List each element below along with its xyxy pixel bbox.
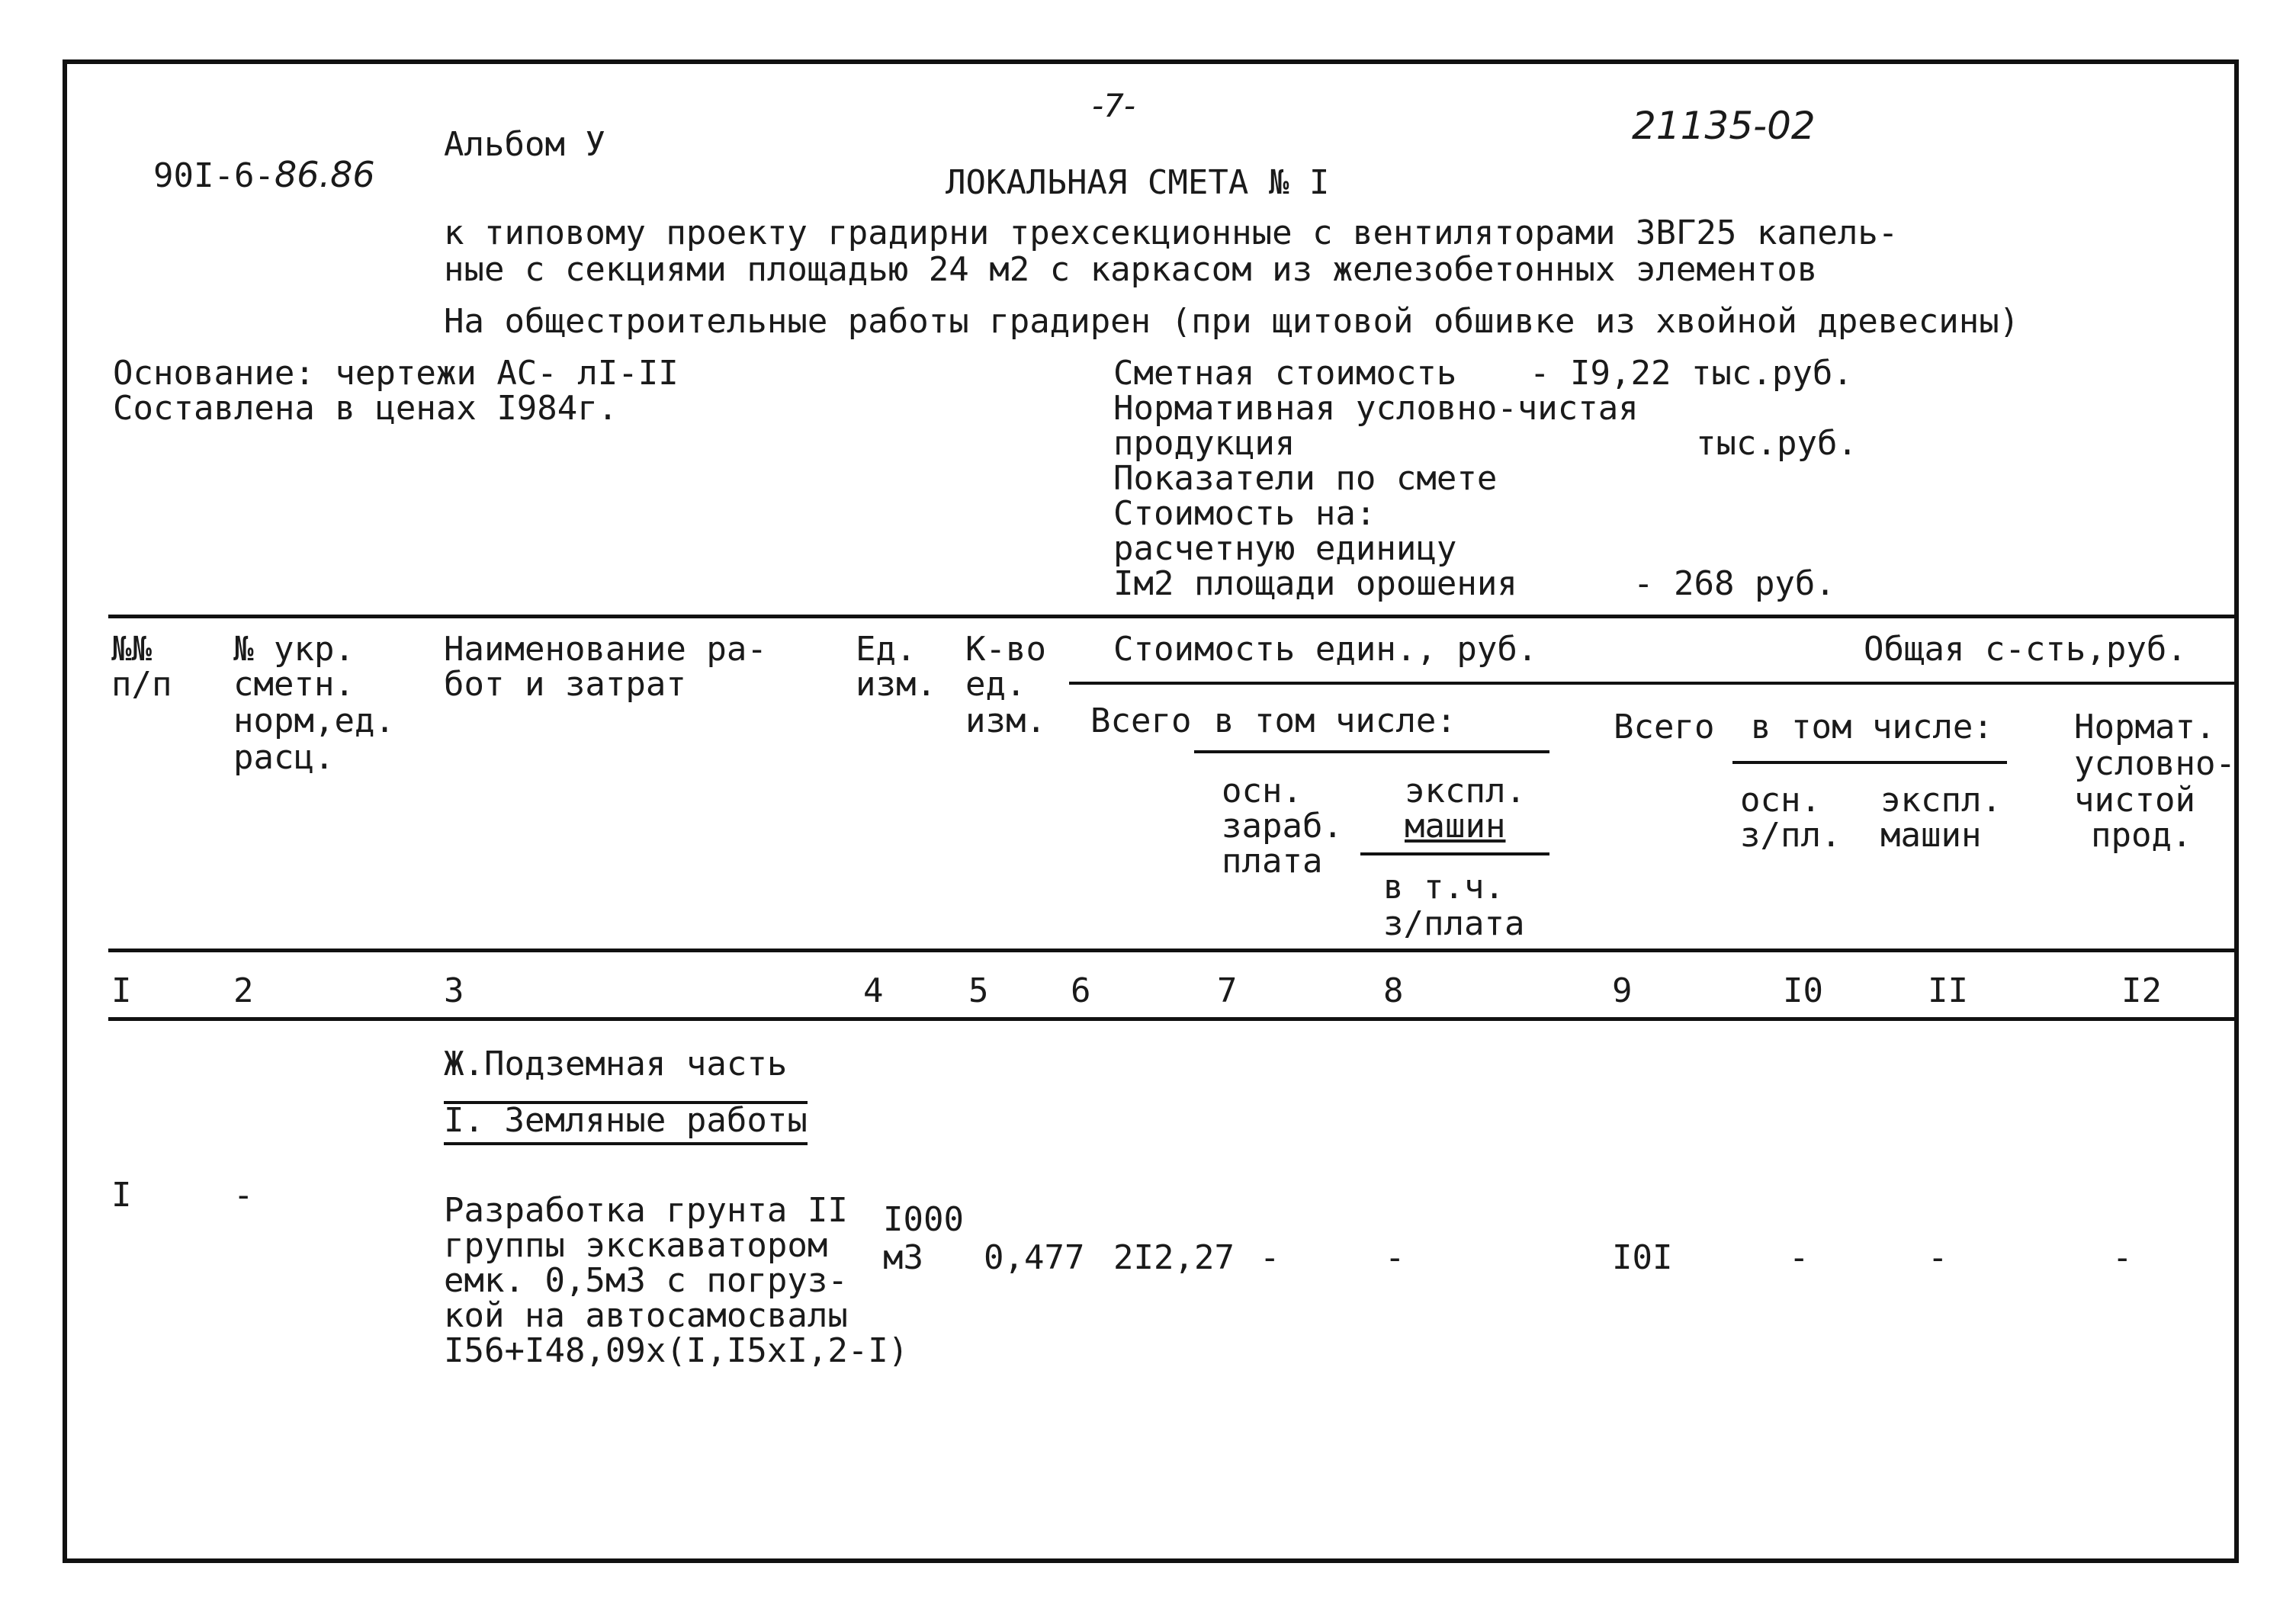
norm-header-c: чистой [2074, 781, 2195, 820]
base-pay-header-a: осн. [1222, 772, 1302, 810]
estimated-cost-value: - I9,22 тыс.руб. [1530, 354, 1853, 393]
norm-header-b: условно- [2074, 744, 2236, 783]
total-all-header: Всего [1614, 708, 1715, 746]
mach-wage-header-a: в т.ч. [1383, 868, 1504, 907]
row-1-norm-1: - [233, 1176, 254, 1215]
row-1-num: I [111, 1176, 132, 1215]
col-number-5: 5 [968, 971, 989, 1010]
col-number-8: 8 [1383, 971, 1404, 1010]
col-2-header-b: сметн. [233, 665, 355, 704]
subtitle-line-1: к типовому проекту градирни трехсекционные с вентиляторами 3ВГ25 капель- [444, 213, 1899, 252]
subtitle-line-2: ные с секциями площадью 24 м2 с каркасом из железобетонных элементов [444, 250, 1818, 289]
col-2-header-c: норм,ед. [233, 701, 395, 740]
row-1-name-2: группы экскаватором [444, 1226, 828, 1265]
total-incl-header: в том числе: [1751, 708, 1993, 746]
basis-line-2: Составлена в ценах I984г. [113, 389, 618, 428]
total-cost-header: Общая с-сть,руб. [1864, 630, 2187, 669]
col-number-4: 4 [863, 971, 884, 1010]
basis-line-1: Основание: чертежи АС- лI-II [113, 354, 679, 393]
col-1-header-a: №№ [111, 630, 152, 669]
row-1-total-mach: - [1928, 1238, 1948, 1277]
project-code-handwritten: 86.86 [274, 154, 375, 195]
section-heading: Ж.Подземная часть [444, 1045, 788, 1083]
row-1-unit-b: м3 [883, 1238, 923, 1277]
album-label: Альбом У [444, 125, 605, 164]
cost-per-label: Стоимость на: [1113, 494, 1376, 533]
col-3-header-a: Наименование ра- [444, 630, 767, 669]
col-number-12: I2 [2121, 971, 2162, 1010]
per-m2-label: Iм2 площади орошения [1113, 564, 1517, 603]
incl-rule-left [1194, 750, 1549, 753]
estimated-cost-label: Сметная стоимость [1113, 354, 1457, 393]
header-bottom-rule [108, 949, 2239, 952]
col-2-header-a: № укр. [233, 630, 355, 669]
indicators-label: Показатели по смете [1113, 459, 1498, 498]
col-number-2: 2 [233, 971, 254, 1010]
col-number-11: II [1928, 971, 1968, 1010]
project-code-printed: 90I-6- [153, 156, 275, 195]
row-1-unit-total: 2I2,27 [1113, 1238, 1235, 1277]
unit-cost-rule [1069, 682, 2239, 685]
col-2-header-d: расц. [233, 738, 335, 777]
col-5-header-c: изм. [965, 701, 1046, 740]
row-1-base-pay: - [1260, 1238, 1280, 1277]
row-1-total: I0I [1612, 1238, 1673, 1277]
col-number-6: 6 [1071, 971, 1091, 1010]
incl-rule-right [1732, 761, 2007, 764]
project-code [113, 124, 375, 193]
total-mach-header-a: экспл. [1880, 781, 2002, 820]
document-title: ЛОКАЛЬНАЯ СМЕТА № I [946, 163, 1330, 202]
col-5-header-a: К-во [965, 630, 1046, 669]
per-unit-label: расчетную единицу [1113, 529, 1457, 568]
numbers-bottom-rule [108, 1017, 2239, 1021]
mach-rule [1360, 852, 1549, 855]
row-1-name-5: I56+I48,09x(I,I5xI,2-I) [444, 1331, 909, 1370]
normative-label-2: продукция [1113, 424, 1296, 463]
col-number-9: 9 [1612, 971, 1633, 1010]
row-1-name-4: кой на автосамосвалы [444, 1296, 848, 1335]
section-subheading: I. Земляные работы [444, 1101, 808, 1145]
per-m2-value: - 268 руб. [1633, 564, 1835, 603]
unit-cost-header: Стоимость един., руб. [1113, 630, 1538, 669]
base-pay-header-c: плата [1222, 842, 1323, 881]
col-4-header-b: изм. [856, 665, 936, 704]
row-1-name-3: емк. 0,5м3 с погруз- [444, 1261, 848, 1300]
total-base-header-b: з/пл. [1740, 816, 1842, 855]
norm-header-a: Нормат. [2074, 708, 2216, 746]
row-1-norm-prod: - [2112, 1238, 2133, 1277]
mach-wage-header-b: з/плата [1383, 904, 1525, 943]
base-pay-header-b: зараб. [1222, 807, 1343, 846]
col-5-header-b: ед. [965, 665, 1026, 704]
col-3-header-b: бот и затрат [444, 665, 686, 704]
row-1-qty: 0,477 [984, 1238, 1085, 1277]
col-1-header-b: п/п [111, 665, 172, 704]
subtitle-line-3: На общестроительные работы градирен (при щитовой обшивке из хвойной древесины) [444, 302, 2020, 341]
col-number-3: 3 [444, 971, 464, 1010]
normative-unit: тыс.руб. [1696, 424, 1858, 463]
mach-header-a: экспл. [1405, 772, 1526, 810]
document-number: 21135-02 [1632, 104, 1816, 148]
row-1-name-1: Разработка грунта II [444, 1191, 848, 1230]
mach-header-b: машин [1405, 807, 1506, 846]
unit-incl-header: в том числе: [1214, 701, 1456, 740]
row-1-unit-a: I000 [883, 1200, 964, 1239]
total-base-header-a: осн. [1740, 781, 1821, 820]
col-4-header-a: Ед. [856, 630, 917, 669]
row-1-mach: - [1385, 1238, 1405, 1277]
norm-header-d: прод. [2091, 816, 2192, 855]
table-top-rule [108, 615, 2239, 618]
col-number-7: 7 [1217, 971, 1238, 1010]
page-number: -7- [1092, 87, 1136, 124]
unit-total-header: Всего [1090, 701, 1192, 740]
row-1-total-base: - [1789, 1238, 1810, 1277]
normative-label-1: Нормативная условно-чистая [1113, 389, 1639, 428]
col-number-10: I0 [1783, 971, 1823, 1010]
col-number-1: I [111, 971, 132, 1010]
total-mach-header-b: машин [1880, 816, 1982, 855]
